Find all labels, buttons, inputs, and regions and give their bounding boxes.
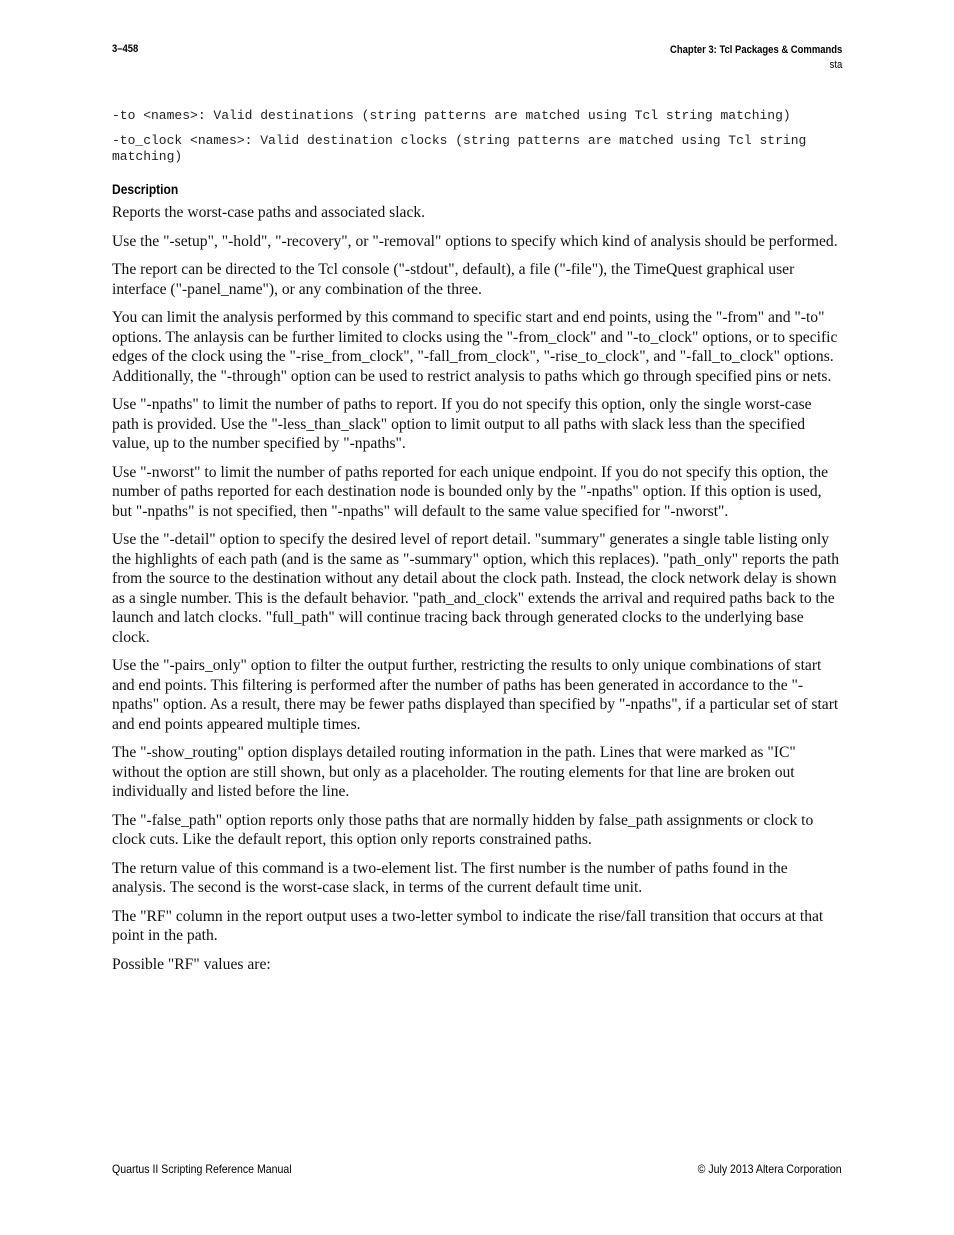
paragraph: Reports the worst-case paths and associated slack. (112, 204, 426, 221)
paragraph: Possible "RF" values are: (112, 955, 271, 973)
paragraph: You can limit the analysis performed by this command to specific start and end points, using the "-from" and "-to" options. The anlaysis can be further limited to clocks using the "-from_clock" and "-to_clock" options, or to specific edges of the clock using the "-rise_from_clock", "-fall_from_clock", "-rise_to_clock", and "-fall_to_clock" options. Additionally, the "-through" option can be used to restrict analysis to paths which go through specified pins or nets. (112, 309, 838, 385)
paragraph: The report can be directed to the Tcl console ("-stdout", default), a file ("-file"), the TimeQuest graphical user interface ("-panel_name"), or any combination of the three. (112, 261, 795, 298)
paragraph: Use the "-setup", "-hold", "-recovery", or "-removal" options to specify which kind of analysis should be performed. (112, 232, 838, 250)
paragraph: The return value of this command is a two-element list. The first number is the number of paths found in the analysis. The second is the worst-case slack, in terms of the current default time unit. (112, 859, 788, 896)
footer-copyright: © July 2013 Altera Corporation (698, 1162, 842, 1176)
chapter-title: Chapter 3: Tcl Packages & Commands (669, 44, 842, 56)
paragraph: The "RF" column in the report output uses a two-letter symbol to indicate the rise/fall transition that occurs at that point in the path. (112, 907, 824, 944)
paragraph: The "-false_path" option reports only those paths that are normally hidden by false_path assignments or clock to clock cuts. Like the default report, this option only reports constrained paths. (112, 811, 814, 848)
paragraph: Use the "-pairs_only" option to filter the output further, restricting the results to only unique combinations of start and end points. This filtering is performed after the number of paths has been generated in accordance to the "-npaths" option. As a result, there may be fewer paths displayed than specified by "-npaths", if a particular set of start and end points appeared multiple times. (112, 657, 839, 733)
description-heading: Description (112, 181, 179, 197)
paragraph: Use the "-detail" option to specify the desired level of report detail. "summary" generates a single table listing only the highlights of each path (and is the same as "-summary" option, which this replaces). "path_only" reports the path from the source to the destination without any detail about the clock path. Instead, the clock network delay is shown as a single number. This is the default behavior. "path_and_clock" extends the arrival and required paths back to the launch and latch clocks. "full_path" will continue tracing back through generated clocks to the underlying base clock. (112, 531, 840, 646)
section-name: sta (829, 59, 842, 71)
paragraph: Use "-nworst" to limit the number of paths reported for each unique endpoint. If you do not specify this option, the number of paths reported for each destination node is bounded only by the "-npaths" option. If this option is used, but "-npaths" is not specified, then "-npaths" will default to the same value specified for "-nworst". (112, 463, 829, 520)
option-to: -to <names>: Valid destinations (string patterns are matched using Tcl string matching) (112, 108, 791, 123)
option-to-clock: -to_clock <names>: Valid destination clocks (string patterns are matched using Tcl string matching) (112, 133, 807, 164)
page-number: 3–458 (112, 43, 139, 55)
paragraph: The "-show_routing" option displays detailed routing information in the path. Lines that were marked as "IC" without the option are still shown, but only as a placeholder. The routing elements for that line are broken out individually and listed before the line. (112, 744, 796, 800)
footer-manual-title: Quartus II Scripting Reference Manual (112, 1162, 292, 1176)
running-header (642, 43, 842, 73)
paragraph: Use "-npaths" to limit the number of paths to report. If you do not specify this option, only the single worst-case path is provided. Use the "-less_than_slack" option to limit output to all paths with slack less than the specified value, up to the number specified by "-npaths". (112, 396, 812, 452)
page-content (112, 108, 842, 983)
